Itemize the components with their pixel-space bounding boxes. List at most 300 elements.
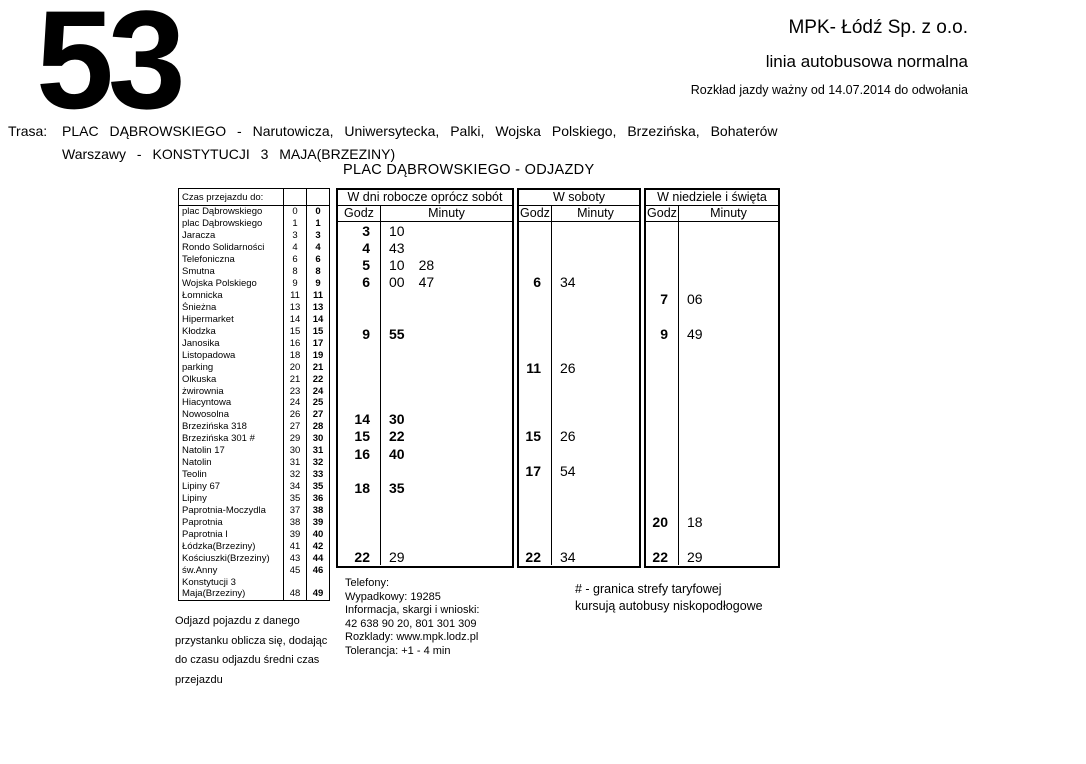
minutes-cell	[381, 273, 512, 290]
departures-body	[646, 222, 778, 565]
hour-cell	[338, 497, 381, 514]
minute-value: 26	[560, 428, 576, 445]
hour-cell: 14	[338, 411, 381, 428]
hour-cell: 16	[338, 445, 381, 462]
minutes-cell	[679, 445, 778, 462]
minute-value: 30	[389, 411, 405, 428]
travel-minutes-2: 28	[306, 421, 329, 433]
departure-row	[519, 376, 639, 393]
stop-name: Olkuska	[182, 373, 217, 385]
departure-row	[338, 531, 512, 548]
hour-cell	[338, 514, 381, 531]
departure-row	[519, 222, 639, 239]
column-group-label: W niedziele i święta	[646, 190, 778, 206]
minutes-cell	[679, 308, 778, 325]
travel-minutes-2: 24	[306, 385, 329, 397]
travel-minutes-1: 16	[283, 337, 306, 349]
hour-cell	[646, 497, 679, 514]
hour-cell: 17	[519, 462, 552, 479]
hour-cell	[646, 531, 679, 548]
departure-row	[519, 497, 639, 514]
departures-sundays	[644, 188, 780, 568]
minutes-cell	[679, 497, 778, 514]
minutes-cell	[381, 548, 512, 565]
travel-minutes-2: 13	[306, 302, 329, 314]
minute-value: 26	[560, 359, 576, 376]
departure-row	[338, 256, 512, 273]
hour-cell: 18	[338, 479, 381, 496]
minutes-cell	[679, 239, 778, 256]
text-line: Wypadkowy: 19285	[345, 590, 441, 603]
hour-cell	[646, 411, 679, 428]
stop-name: Nowosolna	[182, 409, 229, 421]
hour-cell: 15	[519, 428, 552, 445]
travel-minutes-2: 38	[306, 504, 329, 516]
godz-header: Godz	[519, 206, 552, 221]
minutes-cell	[552, 548, 639, 565]
travel-minutes-2: 14	[306, 313, 329, 325]
travel-minutes-1: 8	[283, 266, 306, 278]
minute-value: 10	[389, 222, 405, 239]
minute-value: 47	[418, 274, 435, 291]
text-line: Warszawy - KONSTYTUCJI 3 MAJA(BRZEZINY)	[62, 146, 396, 162]
minute-value: 18	[687, 514, 703, 531]
travel-minutes-2: 8	[306, 266, 329, 278]
minutes-cell	[552, 428, 639, 445]
minutes-cell	[381, 325, 512, 342]
travel-minutes-2	[306, 576, 329, 588]
departure-row	[519, 479, 639, 496]
travel-minutes-2: 6	[306, 254, 329, 266]
departure-row	[338, 445, 512, 462]
hour-cell: 6	[519, 273, 552, 290]
hour-cell: 22	[646, 548, 679, 565]
column-group-label: W dni robocze oprócz sobót	[338, 190, 512, 206]
travel-minutes-1: 20	[283, 361, 306, 373]
departure-row	[338, 428, 512, 445]
departure-row	[338, 462, 512, 479]
departure-row	[338, 376, 512, 393]
line-type-label: linia autobusowa normalna	[765, 52, 968, 71]
departures-body	[519, 222, 639, 565]
departure-row	[519, 239, 639, 256]
stop-name: Lipiny	[182, 492, 207, 504]
departure-row	[338, 291, 512, 308]
stop-name: parking	[182, 361, 214, 373]
stop-name: Paprotnia	[182, 516, 223, 528]
hour-cell	[519, 308, 552, 325]
column-subheader	[338, 206, 512, 222]
departure-row	[646, 342, 778, 359]
departure-row	[519, 462, 639, 479]
text-line: Telefony:	[345, 577, 390, 589]
stop-name: Łomnicka	[182, 290, 223, 302]
travel-minutes-1: 13	[283, 302, 306, 314]
text-line: PLAC DĄBROWSKIEGO - Narutowicza, Uniwersytecka, Palki, Wojska Polskiego, Brzezińska, Bohaterów	[62, 123, 778, 139]
departure-row	[519, 308, 639, 325]
travel-time-row	[179, 397, 329, 409]
minutes-cell	[679, 428, 778, 445]
minutes-cell	[679, 256, 778, 273]
departure-row	[519, 548, 639, 565]
minutes-cell	[381, 462, 512, 479]
stop-name: Natolin 17	[182, 445, 225, 457]
travel-time-row	[179, 385, 329, 397]
minute-value: 29	[389, 548, 405, 565]
departure-row	[646, 308, 778, 325]
column-subheader	[646, 206, 778, 222]
departure-row	[338, 308, 512, 325]
stop-name: Konstytucji 3	[182, 576, 236, 588]
hour-cell: 6	[338, 273, 381, 290]
hour-cell	[646, 308, 679, 325]
departure-row	[519, 291, 639, 308]
travel-time-row	[179, 349, 329, 361]
minutes-cell	[552, 394, 639, 411]
hour-cell	[646, 273, 679, 290]
hour-cell	[646, 256, 679, 273]
column-group-label: W soboty	[519, 190, 639, 206]
hour-cell	[338, 462, 381, 479]
travel-minutes-2: 49	[306, 588, 329, 600]
stop-name: Kłodzka	[182, 325, 216, 337]
travel-minutes-1: 0	[283, 206, 306, 218]
stop-name: Rondo Solidarności	[182, 242, 265, 254]
departure-row	[646, 479, 778, 496]
hour-cell	[519, 239, 552, 256]
travel-minutes-1: 6	[283, 254, 306, 266]
departure-row	[646, 531, 778, 548]
travel-time-row	[179, 421, 329, 433]
stop-name: Telefoniczna	[182, 254, 235, 266]
text-line: do czasu odjazdu średni czas	[175, 654, 320, 666]
stop-name: Łódzka(Brzeziny)	[182, 540, 256, 552]
departure-row	[646, 428, 778, 445]
departure-row	[338, 359, 512, 376]
travel-time-row	[179, 361, 329, 373]
travel-minutes-1: 48	[283, 588, 306, 600]
minute-value: 35	[389, 479, 405, 496]
departure-row	[519, 325, 639, 342]
travel-minutes-2: 4	[306, 242, 329, 254]
travel-minutes-1: 35	[283, 493, 306, 505]
hour-cell	[646, 222, 679, 239]
stop-name: Janosika	[182, 337, 220, 349]
travel-time-row	[179, 254, 329, 266]
departures-weekdays	[336, 188, 514, 568]
departure-row	[646, 462, 778, 479]
stop-name: Teolin	[182, 469, 207, 481]
departure-row	[338, 394, 512, 411]
travel-minutes-1: 18	[283, 349, 306, 361]
departure-row	[338, 342, 512, 359]
travel-time-row	[179, 266, 329, 278]
hour-cell	[338, 291, 381, 308]
travel-minutes-1: 31	[283, 457, 306, 469]
minutes-cell	[679, 394, 778, 411]
minutes-cell	[679, 325, 778, 342]
stop-name: Hiacyntowa	[182, 397, 232, 409]
departure-row	[519, 273, 639, 290]
travel-minutes-2: 9	[306, 278, 329, 290]
travel-time-table	[178, 188, 330, 601]
minutes-cell	[679, 273, 778, 290]
hour-cell	[338, 394, 381, 411]
travel-minutes-2: 17	[306, 337, 329, 349]
departure-row	[646, 394, 778, 411]
minutes-cell	[552, 411, 639, 428]
travel-minutes-1: 4	[283, 242, 306, 254]
hour-cell	[646, 394, 679, 411]
minute-value: 43	[389, 239, 405, 256]
travel-minutes-2: 1	[306, 218, 329, 230]
stop-name: Maja(Brzeziny)	[182, 588, 246, 600]
departure-row	[646, 497, 778, 514]
stop-name: Listopadowa	[182, 349, 236, 361]
departure-row	[646, 222, 778, 239]
departure-row	[646, 325, 778, 342]
departure-row	[338, 479, 512, 496]
stop-name: Śnieżna	[182, 301, 217, 313]
departure-row	[338, 411, 512, 428]
minuty-header: Minuty	[710, 206, 747, 220]
travel-minutes-1: 45	[283, 564, 306, 576]
travel-minutes-2: 33	[306, 469, 329, 481]
minutes-cell	[381, 479, 512, 496]
travel-minutes-1: 11	[283, 290, 306, 302]
hour-cell: 22	[338, 548, 381, 565]
hour-cell: 9	[338, 325, 381, 342]
departure-row	[646, 273, 778, 290]
contact-info	[345, 577, 480, 658]
stop-name: Paprotnia-Moczydla	[182, 504, 266, 516]
travel-minutes-1: 24	[283, 397, 306, 409]
travel-time-row	[179, 313, 329, 325]
minutes-cell	[679, 462, 778, 479]
stop-name: św.Anny	[182, 564, 218, 576]
minute-value: 28	[418, 256, 435, 273]
minutes-cell	[552, 376, 639, 393]
text-line: Rozklady: www.mpk.lodz.pl	[345, 631, 479, 643]
minutes-cell	[552, 308, 639, 325]
travel-minutes-1: 34	[283, 481, 306, 493]
hour-cell	[519, 531, 552, 548]
company-block	[691, 17, 968, 97]
travel-time-row	[179, 540, 329, 552]
text-line: Tolerancja: +1 - 4 min	[345, 644, 451, 657]
hour-cell	[519, 342, 552, 359]
hour-cell: 9	[646, 325, 679, 342]
minutes-cell	[552, 359, 639, 376]
travel-minutes-2: 36	[306, 493, 329, 505]
hour-cell	[519, 222, 552, 239]
minutes-cell	[381, 222, 512, 239]
minutes-cell	[381, 239, 512, 256]
travel-minutes-1: 39	[283, 528, 306, 540]
departure-row	[646, 256, 778, 273]
minute-value: 22	[389, 428, 405, 445]
travel-minutes-2: 22	[306, 373, 329, 385]
route	[8, 120, 908, 166]
hour-cell: 11	[519, 359, 552, 376]
text-line: 42 638 90 20, 801 301 309	[345, 617, 477, 630]
line-number: 53	[36, 0, 180, 138]
travel-time-row	[179, 552, 329, 564]
minutes-cell	[552, 291, 639, 308]
hour-cell	[519, 394, 552, 411]
minute-value: 00	[389, 274, 405, 291]
minutes-cell	[552, 497, 639, 514]
minutes-cell	[679, 411, 778, 428]
travel-time-col1-header	[283, 189, 306, 205]
travel-time-row	[179, 242, 329, 254]
travel-time-row	[179, 230, 329, 242]
minutes-cell	[679, 222, 778, 239]
hour-cell: 20	[646, 514, 679, 531]
travel-time-header-row	[179, 189, 329, 206]
travel-time-row	[179, 528, 329, 540]
departure-row	[646, 376, 778, 393]
departures-body	[338, 222, 512, 565]
travel-minutes-1: 41	[283, 540, 306, 552]
column-subheader	[519, 206, 639, 222]
hour-cell	[338, 376, 381, 393]
minutes-cell	[552, 256, 639, 273]
minutes-cell	[679, 479, 778, 496]
travel-minutes-2: 39	[306, 516, 329, 528]
minutes-cell	[381, 359, 512, 376]
departure-row	[338, 325, 512, 342]
travel-minutes-2: 42	[306, 540, 329, 552]
travel-time-col2-header	[306, 189, 329, 205]
travel-minutes-2: 0	[306, 206, 329, 218]
text-line: przystanku oblicza się, dodając	[175, 634, 328, 647]
travel-minutes-1: 27	[283, 421, 306, 433]
minutes-cell	[381, 308, 512, 325]
travel-minutes-2: 46	[306, 564, 329, 576]
travel-minutes-1: 26	[283, 409, 306, 421]
hour-cell: 5	[338, 256, 381, 273]
travel-minutes-1: 43	[283, 552, 306, 564]
travel-time-explanation	[175, 612, 327, 690]
travel-minutes-1	[283, 576, 306, 588]
travel-time-row	[179, 302, 329, 314]
travel-minutes-1: 14	[283, 313, 306, 325]
minutes-cell	[381, 514, 512, 531]
travel-minutes-2: 27	[306, 409, 329, 421]
minuty-header: Minuty	[577, 206, 614, 220]
travel-minutes-1: 3	[283, 230, 306, 242]
minutes-cell	[679, 342, 778, 359]
stop-name: Wojska Polskiego	[182, 278, 257, 290]
hour-cell	[338, 531, 381, 548]
hour-cell: 7	[646, 291, 679, 308]
travel-time-row	[179, 457, 329, 469]
minutes-cell	[381, 497, 512, 514]
stop-name: Kościuszki(Brzeziny)	[182, 552, 270, 564]
stop-name: Brzezińska 301 #	[182, 433, 255, 445]
travel-time-row	[179, 564, 329, 576]
minutes-cell	[381, 291, 512, 308]
legend-note	[575, 581, 763, 614]
stop-name: Natolin	[182, 457, 212, 469]
departure-row	[646, 291, 778, 308]
stop-name: plac Dąbrowskiego	[182, 206, 263, 218]
travel-minutes-1: 23	[283, 385, 306, 397]
travel-minutes-1: 37	[283, 504, 306, 516]
hour-cell	[519, 445, 552, 462]
route-text	[62, 120, 778, 166]
departure-row	[519, 394, 639, 411]
travel-time-row	[179, 409, 329, 421]
minutes-cell	[381, 531, 512, 548]
departure-row	[519, 445, 639, 462]
travel-time-row	[179, 576, 329, 588]
travel-time-row	[179, 218, 329, 230]
hour-cell	[519, 256, 552, 273]
travel-time-row	[179, 504, 329, 516]
departure-row	[646, 445, 778, 462]
travel-time-row	[179, 469, 329, 481]
minute-value: 54	[560, 462, 576, 479]
stop-name: Hipermarket	[182, 313, 234, 325]
minute-value: 55	[389, 325, 405, 342]
company-name: MPK- Łódź Sp. z o.o.	[788, 17, 968, 38]
minuty-header: Minuty	[428, 206, 465, 220]
hour-cell: 3	[338, 222, 381, 239]
departure-row	[646, 548, 778, 565]
minutes-cell	[381, 394, 512, 411]
travel-minutes-1: 21	[283, 373, 306, 385]
minutes-cell	[552, 239, 639, 256]
minutes-cell	[679, 548, 778, 565]
hour-cell	[338, 342, 381, 359]
travel-time-row	[179, 278, 329, 290]
minutes-cell	[381, 342, 512, 359]
travel-minutes-1: 1	[283, 218, 306, 230]
departures-saturdays	[517, 188, 641, 568]
minutes-cell	[552, 445, 639, 462]
minute-value: 40	[389, 445, 405, 462]
travel-minutes-1: 32	[283, 469, 306, 481]
travel-minutes-2: 3	[306, 230, 329, 242]
route-label: Trasa:	[8, 123, 48, 139]
minutes-cell	[679, 514, 778, 531]
travel-minutes-2: 32	[306, 457, 329, 469]
minute-value: 06	[687, 291, 703, 308]
minutes-cell	[552, 342, 639, 359]
travel-time-row	[179, 290, 329, 302]
travel-time-header-label: Czas przejazdu do:	[182, 191, 264, 203]
minutes-cell	[552, 273, 639, 290]
travel-minutes-1: 38	[283, 516, 306, 528]
hour-cell: 4	[338, 239, 381, 256]
minutes-cell	[381, 428, 512, 445]
stop-name: Smutna	[182, 266, 215, 278]
minutes-cell	[381, 256, 512, 273]
travel-time-row	[179, 588, 329, 600]
validity-note: Rozkład jazdy ważny od 14.07.2014 do odwołania	[690, 83, 968, 97]
minutes-cell	[679, 359, 778, 376]
departure-row	[519, 256, 639, 273]
hour-cell: 22	[519, 548, 552, 565]
minutes-cell	[381, 376, 512, 393]
departures-title: PLAC DĄBROWSKIEGO - ODJAZDY	[343, 162, 595, 178]
departure-row	[646, 514, 778, 531]
departure-row	[519, 359, 639, 376]
travel-minutes-2: 25	[306, 397, 329, 409]
hour-cell	[338, 359, 381, 376]
